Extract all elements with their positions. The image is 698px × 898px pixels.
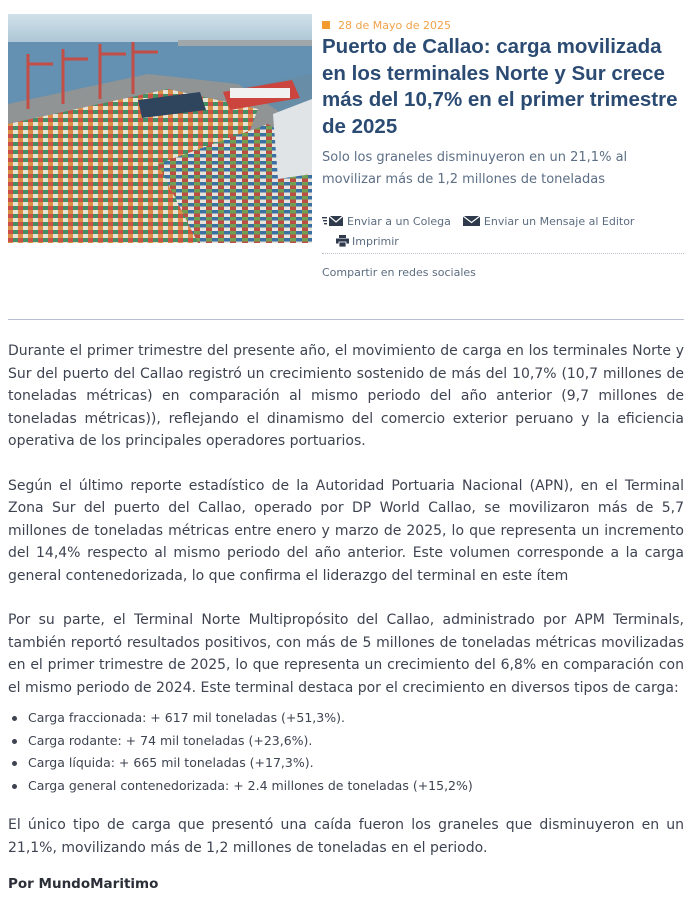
article-paragraph: Según el último reporte estadístico de la Autoridad Portuaria Nacional (APN), en el Terminal Zona Sur del puerto del Callao, operado por DP World Callao, se movilizaron más de 5,7 millones de toneladas métricas entre enero y marzo de 2025, lo que representa un incremento del 14,4% respecto al mismo periodo del año anterior. Este volumen corresponde a la carga general contenedorizada, lo que confirma el liderazgo del terminal en este ítem: [8, 477, 684, 584]
article-paragraph: Durante el primer trimestre del presente año, el movimiento de carga en los terminales Norte y Sur del puerto del Callao registró un crecimiento sostenido de más del 10,7% (10,7 millones de toneladas métricas) en comparación al mismo periodo del año anterior (9,7 millones de toneladas métricas)), reflejando el dinamismo del comercio exterior peruano y la eficiencia operativa de los principales operadores portuarios.: [8, 343, 684, 449]
envelope-icon: [463, 215, 481, 227]
article-title: Puerto de Callao: carga movilizada en los terminales Norte y Sur crece más del 10,7% en el primer trimestre de 2025: [322, 35, 678, 138]
article-image: [8, 14, 312, 243]
send-to-colleague-label: Enviar a un Colega: [347, 214, 451, 228]
article-actions: [322, 211, 684, 251]
list-item: Carga fraccionada: + 617 mil toneladas (+51,3%).: [8, 707, 684, 730]
article-date-row: [322, 17, 451, 33]
print-label: Imprimir: [352, 234, 399, 248]
send-to-editor-link[interactable]: [463, 215, 635, 228]
list-item: Carga general contenedorizada: + 2.4 millones de toneladas (+15,2%): [8, 775, 684, 798]
content-divider: [8, 319, 684, 320]
share-social-link[interactable]: Compartir en redes sociales: [322, 266, 476, 279]
send-to-editor-label: Enviar un Mensaje al Editor: [483, 214, 635, 228]
printer-icon: [336, 235, 349, 247]
mail-list-icon: [322, 215, 344, 227]
list-item: Carga rodante: + 74 mil toneladas (+23,6%).: [8, 730, 684, 753]
actions-divider: [322, 253, 684, 254]
article-date: 28 de Mayo de 2025: [338, 18, 451, 32]
article-body: [8, 340, 684, 896]
article-byline: Por MundoMaritimo: [8, 876, 159, 892]
cargo-types-list: [8, 707, 684, 797]
article-paragraph: El único tipo de carga que presentó una caída fueron los graneles que disminuyeron en un 21,1%, movilizando más de 1,2 millones de toneladas en el periodo.: [8, 817, 684, 856]
article-subtitle: Solo los graneles disminuyeron en un 21,1% al movilizar más de 1,2 millones de toneladas: [322, 150, 628, 187]
print-link[interactable]: [336, 235, 399, 248]
article-paragraph: Por su parte, el Terminal Norte Multipropósito del Callao, administrado por APM Terminals, también reportó resultados positivos, con más de 5 millones de toneladas métricas movilizadas en el primer trimestre de 2025, lo que representa un crecimiento del 6,8% en comparación con el mismo periodo de 2024. Este terminal destaca por el crecimiento en diversos tipos de carga:: [8, 612, 684, 696]
send-to-colleague-link[interactable]: [322, 215, 451, 228]
list-item: Carga líquida: + 665 mil toneladas (+17,3%).: [8, 752, 684, 775]
date-marker-icon: [322, 21, 330, 29]
